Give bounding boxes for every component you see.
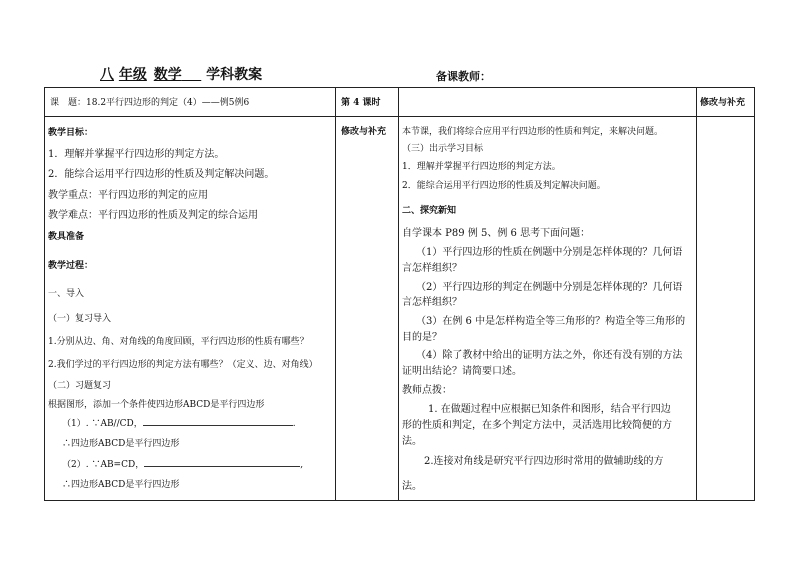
exercise-2-text: （2）. ∵AB=CD， [62,460,145,470]
problem-1-a: （1）平行四边形的性质在例题中分别是怎样体现的？几何语 [416,247,683,258]
teacher-tips: 教师点拨： [402,385,452,396]
teacher-label: 备课教师： [436,70,491,83]
exercise-2-end: , [300,460,304,470]
section-1: 一、导入 [48,289,85,299]
exercise-intro: 根据图形，添加一个条件使四边形ABCD是平行四边形 [48,400,265,410]
exercise-2-conclusion: ∴四边形ABCD是平行四边形 [62,480,180,490]
exercise-1-text: （1）. ∵AB//CD， [62,419,143,429]
answer-blank-1[interactable] [143,416,293,426]
problem-3-a: （3）在例 6 中是怎样构造全等三角形的？构造全等三角形的 [416,316,686,327]
grade: 八 [100,67,114,83]
revise-header: 修改与补充 [700,98,746,108]
key-point: 教学重点：平行四边形的判定的应用 [48,190,208,201]
exercise-1-end: . [292,419,296,429]
prep: 教具准备 [48,232,85,242]
grade-suffix: 年级 [118,67,147,83]
question-1: 1.分别从边、角、对角线的角度回顾，平行四边形的性质有哪些？ [48,337,309,347]
tip-1-a: 1. 在做题过程中应根据已知条件和图形，结合平行四边 [428,404,671,415]
difficulty: 教学难点：平行四边形的性质及判定的综合运用 [48,210,258,221]
right-goal-1: 1．理解并掌握平行四边形的判定方法。 [402,162,561,172]
problem-2-a: （2）平行四边形的判定在例题中分别是怎样体现的？几何语 [416,282,683,293]
subject: 数学 [153,67,182,83]
mid-revise-label: 修改与补充 [341,127,387,137]
section-2: 二、探究新知 [402,206,457,216]
tip-1-b: 形的性质和判定，在多个判定方法中，灵活选用比较简便的方 [402,420,672,431]
right-goal-2: 2．能综合运用平行四边形的性质及判定解决问题。 [402,181,606,191]
question-2: 2.我们学过的平行四边形的判定方法有哪些？（定义、边、对角线） [48,360,318,370]
title-suffix: 学科教案 [206,67,263,83]
period-label: 第 4 课时 [341,98,381,108]
tip-1-c: 法。 [402,436,422,447]
goal-1: 1．理解并掌握平行四边形的判定方法。 [48,149,225,160]
goal-2: 2．能综合运用平行四边形的性质及判定解决问题。 [48,169,275,180]
tip-2-b: 法。 [402,481,422,492]
sub-1: （一）复习导入 [48,314,112,324]
problem-3-b: 目的是？ [402,332,442,343]
process: 教学过程： [48,261,94,271]
exercise-1 [62,416,296,429]
intro: 本节课，我们将综合应用平行四边形的性质和判定，来解决问题。 [402,127,664,137]
page-title [100,64,262,84]
exercise-2 [62,457,303,470]
problem-4-a: （4）除了教材中给出的证明方法之外，你还有没有别的方法 [416,350,683,361]
exercise-1-conclusion: ∴四边形ABCD是平行四边形 [62,439,180,449]
sub-2: （二）习题复习 [48,381,112,391]
show-goals: （三）出示学习目标 [402,144,484,154]
problem-2-b: 言怎样组织？ [402,297,462,308]
answer-blank-2[interactable] [144,457,300,467]
problem-1-b: 言怎样组织？ [402,263,462,274]
subject-blank [182,67,202,83]
read-task: 自学课本 P89 例 5、例 6 思考下面问题： [402,228,591,239]
goals-title: 教学目标： [48,128,94,138]
lesson-title: 课 题：18.2平行四边形的判定（4）——例5例6 [50,98,250,108]
problem-4-b: 证明出结论？请简要口述。 [402,366,522,377]
tip-2-a: 2.连接对角线是研究平行四边形时常用的做辅助线的方 [424,456,664,467]
